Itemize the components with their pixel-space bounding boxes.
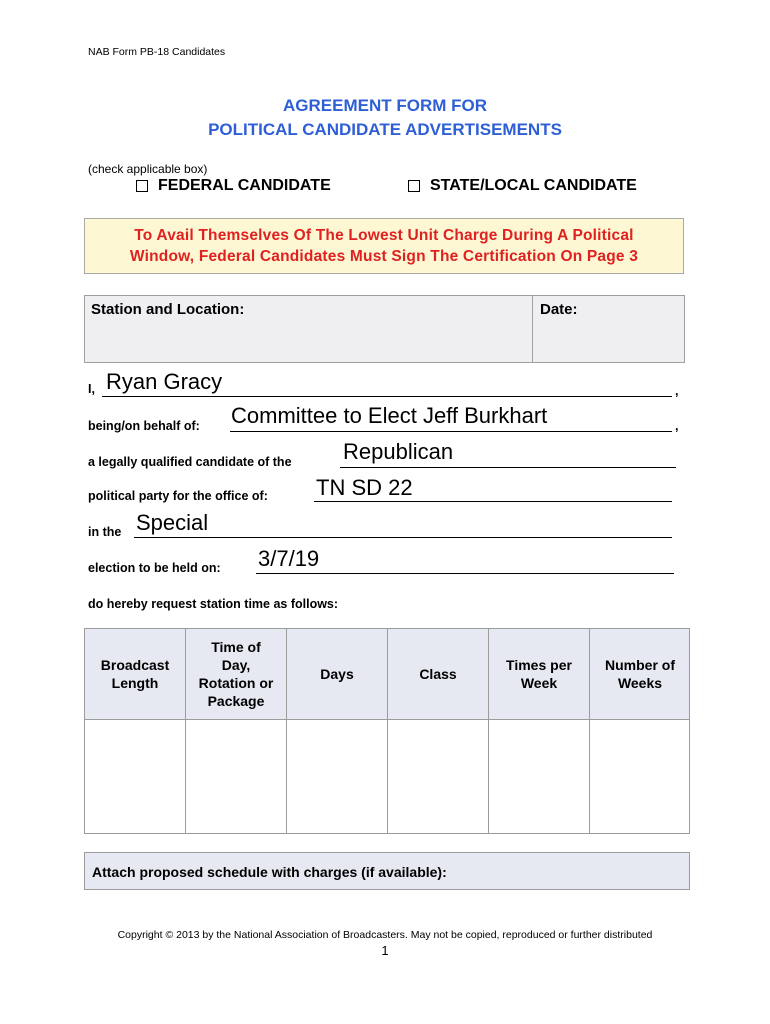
behalf-comma: , (675, 419, 679, 433)
cell-number-of-weeks[interactable] (590, 720, 690, 833)
attach-schedule-row[interactable] (84, 852, 690, 890)
lowest-unit-charge-notice (84, 218, 684, 274)
station-location-label: Station and Location: (91, 301, 245, 318)
header-times-per-week (489, 629, 589, 719)
header-broadcast-length-text: Broadcast Length (100, 657, 170, 691)
office-label: political party for the office of: (88, 489, 268, 503)
name-comma: , (675, 384, 679, 398)
form-id: NAB Form PB-18 Candidates (88, 46, 226, 58)
party-field[interactable]: Republican (343, 439, 454, 464)
header-times-per-week-text: Times per Week (506, 657, 572, 691)
request-text: do hereby request station time as follows: (88, 597, 339, 611)
election-date-field[interactable]: 3/7/19 (258, 546, 320, 571)
election-type-field[interactable]: Special (136, 510, 209, 535)
name-field[interactable]: Ryan Gracy (106, 369, 223, 394)
check-note: (check applicable box) (88, 162, 208, 176)
page-number: 1 (381, 943, 389, 958)
election-date-underline (256, 573, 674, 574)
station-date-table (84, 295, 685, 363)
notice-line2: Window, Federal Candidates Must Sign The Certification On Page 3 (129, 248, 639, 265)
header-time-of-day-text: Time of Day, Rotation or Package (198, 639, 274, 709)
state-local-label: STATE/LOCAL CANDIDATE (430, 177, 637, 194)
office-underline (314, 501, 672, 502)
schedule-table (84, 628, 690, 834)
behalf-field[interactable]: Committee to Elect Jeff Burkhart (231, 403, 548, 428)
header-broadcast-length (85, 629, 185, 719)
party-underline (340, 467, 676, 468)
name-underline (102, 396, 672, 397)
notice-line1: To Avail Themselves Of The Lowest Unit Charge During A Political (134, 227, 634, 244)
header-class-text: Class (419, 666, 457, 682)
behalf-label: being/on behalf of: (88, 419, 200, 433)
state-local-checkbox[interactable] (408, 180, 420, 192)
state-local-candidate-option[interactable] (408, 177, 637, 195)
federal-candidate-option[interactable] (136, 177, 331, 195)
page-title-line1: AGREEMENT FORM FOR (283, 96, 487, 115)
federal-label: FEDERAL CANDIDATE (158, 177, 331, 194)
header-class (388, 629, 488, 719)
in-the-label: in the (88, 525, 122, 539)
header-number-of-weeks-text: Number of Weeks (605, 657, 675, 691)
cell-class[interactable] (388, 720, 488, 833)
attach-schedule-label: Attach proposed schedule with charges (if available): (92, 864, 447, 880)
federal-checkbox[interactable] (136, 180, 148, 192)
election-date-label: election to be held on: (88, 561, 221, 575)
cell-times-per-week[interactable] (489, 720, 589, 833)
election-type-underline (134, 537, 672, 538)
behalf-underline (230, 431, 672, 432)
copyright-notice: Copyright © 2013 by the National Association of Broadcasters. May not be copied, reproduced or further distributed (117, 929, 653, 941)
station-date-divider (532, 296, 533, 362)
cell-days[interactable] (287, 720, 387, 833)
i-label: I, (88, 382, 95, 396)
cell-broadcast-length[interactable] (85, 720, 185, 833)
candidate-label: a legally qualified candidate of the (88, 455, 292, 469)
header-number-of-weeks (590, 629, 690, 719)
header-days (287, 629, 387, 719)
page-title-line2: POLITICAL CANDIDATE ADVERTISEMENTS (208, 120, 562, 139)
date-label: Date: (540, 301, 578, 318)
office-field[interactable]: TN SD 22 (316, 475, 413, 500)
cell-time-of-day[interactable] (186, 720, 286, 833)
header-days-text: Days (320, 666, 354, 682)
header-time-of-day (186, 629, 286, 719)
